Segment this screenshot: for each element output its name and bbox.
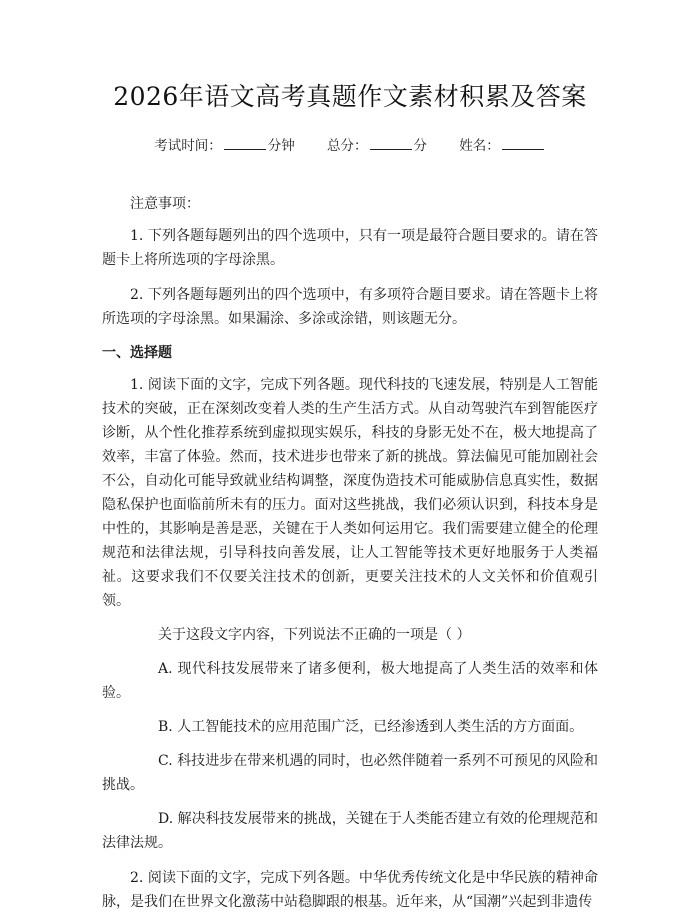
score-label: 总分： [327, 138, 368, 154]
section-heading: 一、选择题 [102, 345, 172, 361]
notice-heading: 注意事项： [130, 196, 200, 212]
time-unit: 分钟 [267, 138, 295, 154]
exam-name [459, 136, 546, 156]
notice-item-2: 2. 下列各题每题列出的四个选项中，有多项符合题目要求。请在答题卡上将所选项的字母涂黑。如果漏涂、多涂或涂错，则该题无分。 [102, 287, 598, 327]
question-1-passage: 1. 阅读下面的文字，完成下列各题。现代科技的飞速发展，特别是人工智能技术的突破，正在深刻改变着人类的生产生活方式。从自动驾驶汽车到智能医疗诊断，从个性化推荐系统到虚拟现实娱乐，科技的身影无处不在，极大地提高了效率，丰富了体验。然而，技术进步也带来了新的挑战。算法偏见可能加剧社会不公，自动化可能导致就业结构调整，深度伪造技术可能威胁信息真实性，数据隐私保护也面临前所未有的压力。面对这些挑战，我们必须认识到，科技本身是中性的，其影响是善是恶，关键在于人类如何运用它。我们需要建立健全的伦理规范和法律法规，引导科技向善发展，让人工智能等技术更好地服务于人类福祉。这要求我们不仅要关注技术的创新，更要关注技术的人文关怀和价值观引领。 [102, 377, 598, 609]
question-1-option-c: C. 科技进步在带来机遇的同时，也必然伴随着一系列不可预见的风险和挑战。 [102, 753, 598, 793]
exam-meta [102, 136, 598, 156]
name-label: 姓名： [459, 138, 500, 154]
time-label: 考试时间： [154, 138, 222, 154]
page-title: 2026年语文高考真题作文素材积累及答案 [113, 82, 587, 111]
notice-item-1: 1. 下列各题每题列出的四个选项中，只有一项是最符合题目要求的。请在答题卡上将所选项的字母涂黑。 [102, 228, 598, 268]
name-blank [502, 137, 544, 150]
question-1-option-d: D. 解决科技发展带来的挑战，关键在于人类能否建立有效的伦理规范和法律法规。 [102, 811, 598, 851]
score-unit: 分 [413, 138, 427, 154]
exam-score [327, 136, 427, 156]
question-2-passage: 2. 阅读下面的文字，完成下列各题。中华优秀传统文化是中华民族的精神命脉，是我们在世界文化激荡中站稳脚跟的根基。近年来，从“国潮”兴起到非遗传 [102, 870, 598, 910]
score-blank [370, 137, 412, 150]
time-blank [224, 137, 266, 150]
exam-time [154, 136, 295, 156]
question-1-stem: 关于这段文字内容，下列说法不正确的一项是（ ） [158, 627, 471, 643]
question-1-option-b: B. 人工智能技术的应用范围广泛，已经渗透到人类生活的方方面面。 [158, 719, 584, 735]
question-1-option-a: A. 现代科技发展带来了诸多便利，极大地提高了人类生活的效率和体验。 [102, 661, 598, 701]
